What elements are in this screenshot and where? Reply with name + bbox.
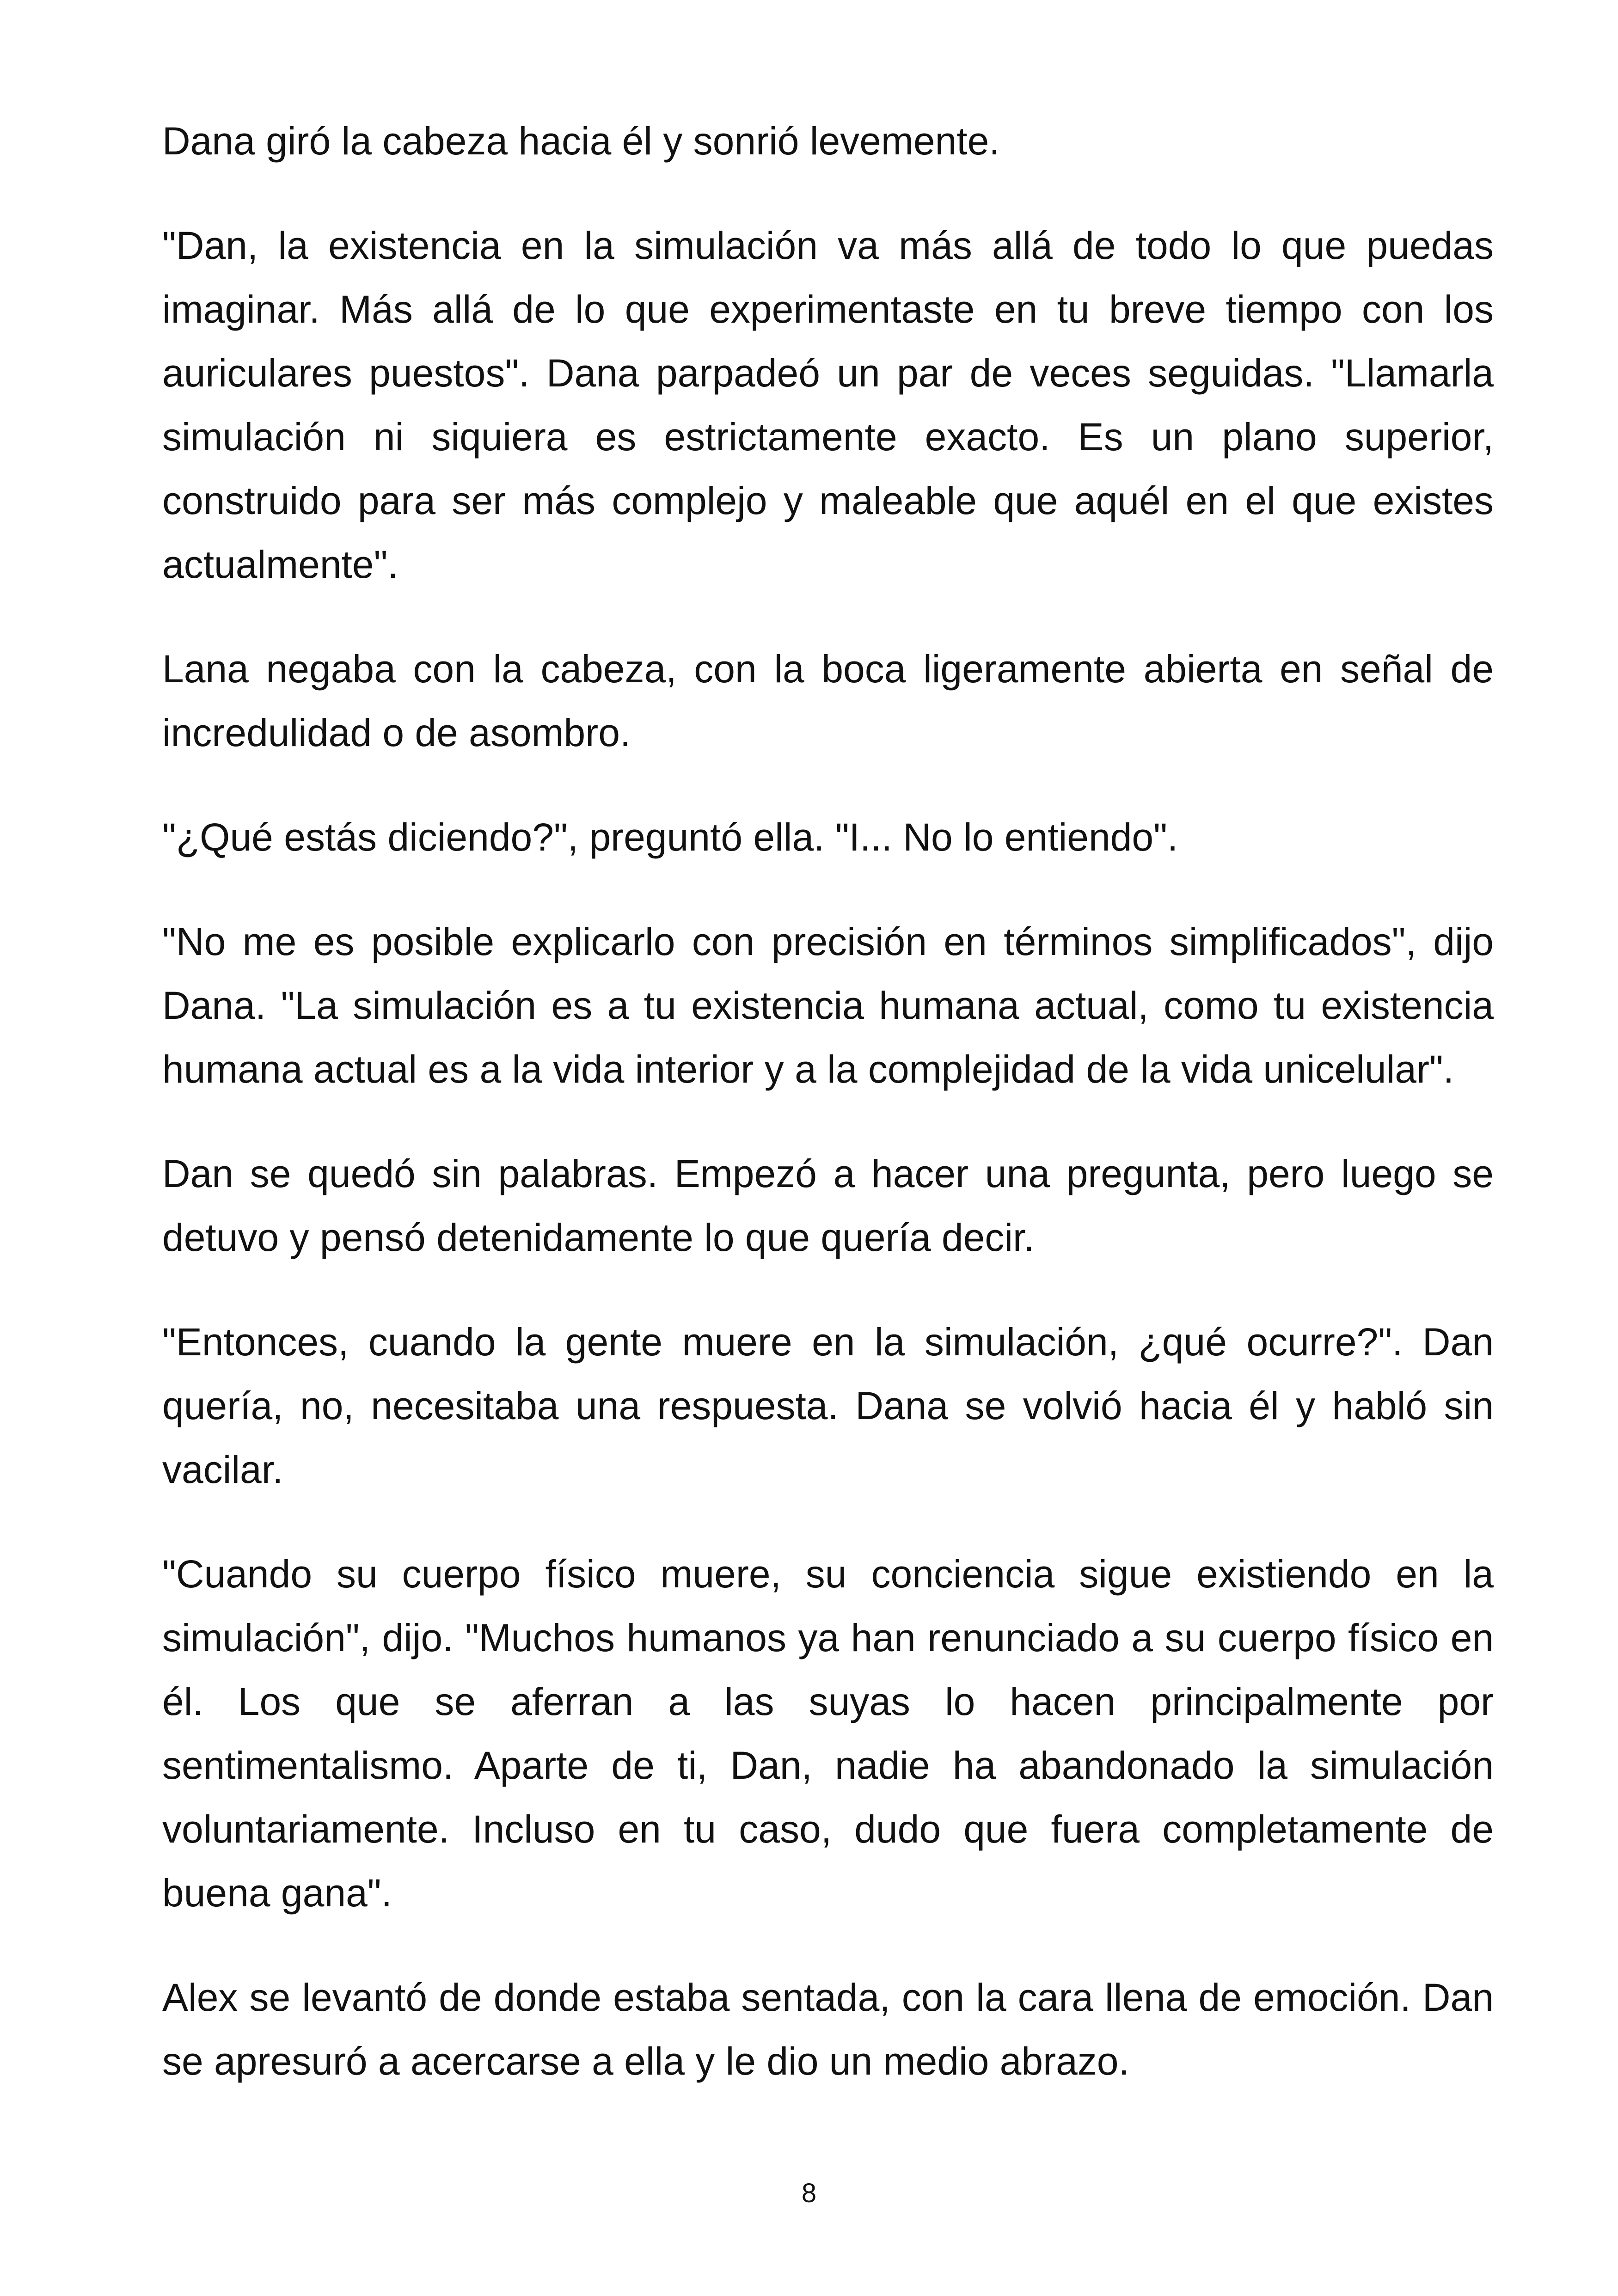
paragraph-5: "No me es posible explicarlo con precisión en términos simplificados", dijo Dana. "La simulación es a tu existencia humana actual, como tu existencia humana actual es a la vida interior y a la complejidad de la vida unicelular". bbox=[162, 920, 1494, 1091]
paragraph-7: "Entonces, cuando la gente muere en la simulación, ¿qué ocurre?". Dan quería, no, necesitaba una respuesta. Dana se volvió hacia él y habló sin vacilar. bbox=[162, 1320, 1494, 1491]
paragraph-2: "Dan, la existencia en la simulación va más allá de todo lo que puedas imaginar. Más allá de lo que experimentaste en tu breve tiempo con los auriculares puestos". Dana parpadeó un par de veces seguidas. "Llamarla simulación ni siquiera es estrictamente exacto. Es un plano superior, construido para ser más complejo y maleable que aquél en el que existes actualmente". bbox=[162, 224, 1494, 586]
paragraph-3: Lana negaba con la cabeza, con la boca ligeramente abierta en señal de incredulidad o de asombro. bbox=[162, 647, 1494, 754]
paragraph-6: Dan se quedó sin palabras. Empezó a hacer una pregunta, pero luego se detuvo y pensó detenidamente lo que quería decir. bbox=[162, 1152, 1494, 1259]
paragraph-1: Dana giró la cabeza hacia él y sonrió levemente. bbox=[162, 119, 1000, 163]
paragraph-9: Alex se levantó de donde estaba sentada, con la cara llena de emoción. Dan se apresuró a acercarse a ella y le dio un medio abrazo. bbox=[162, 1976, 1494, 2083]
paragraph-4: "¿Qué estás diciendo?", preguntó ella. "I... No lo entiendo". bbox=[162, 815, 1178, 859]
page-number: 8 bbox=[801, 2178, 817, 2208]
paragraph-8: "Cuando su cuerpo físico muere, su conciencia sigue existiendo en la simulación", dijo. "Muchos humanos ya han renunciado a su cuerpo físico en él. Los que se aferran a las suyas lo hacen principalmente por sentimentalismo. Aparte de ti, Dan, nadie ha abandonado la simulación voluntariamente. Incluso en tu caso, dudo que fuera completamente de buena gana". bbox=[162, 1552, 1494, 1915]
body-text bbox=[162, 109, 1494, 2134]
